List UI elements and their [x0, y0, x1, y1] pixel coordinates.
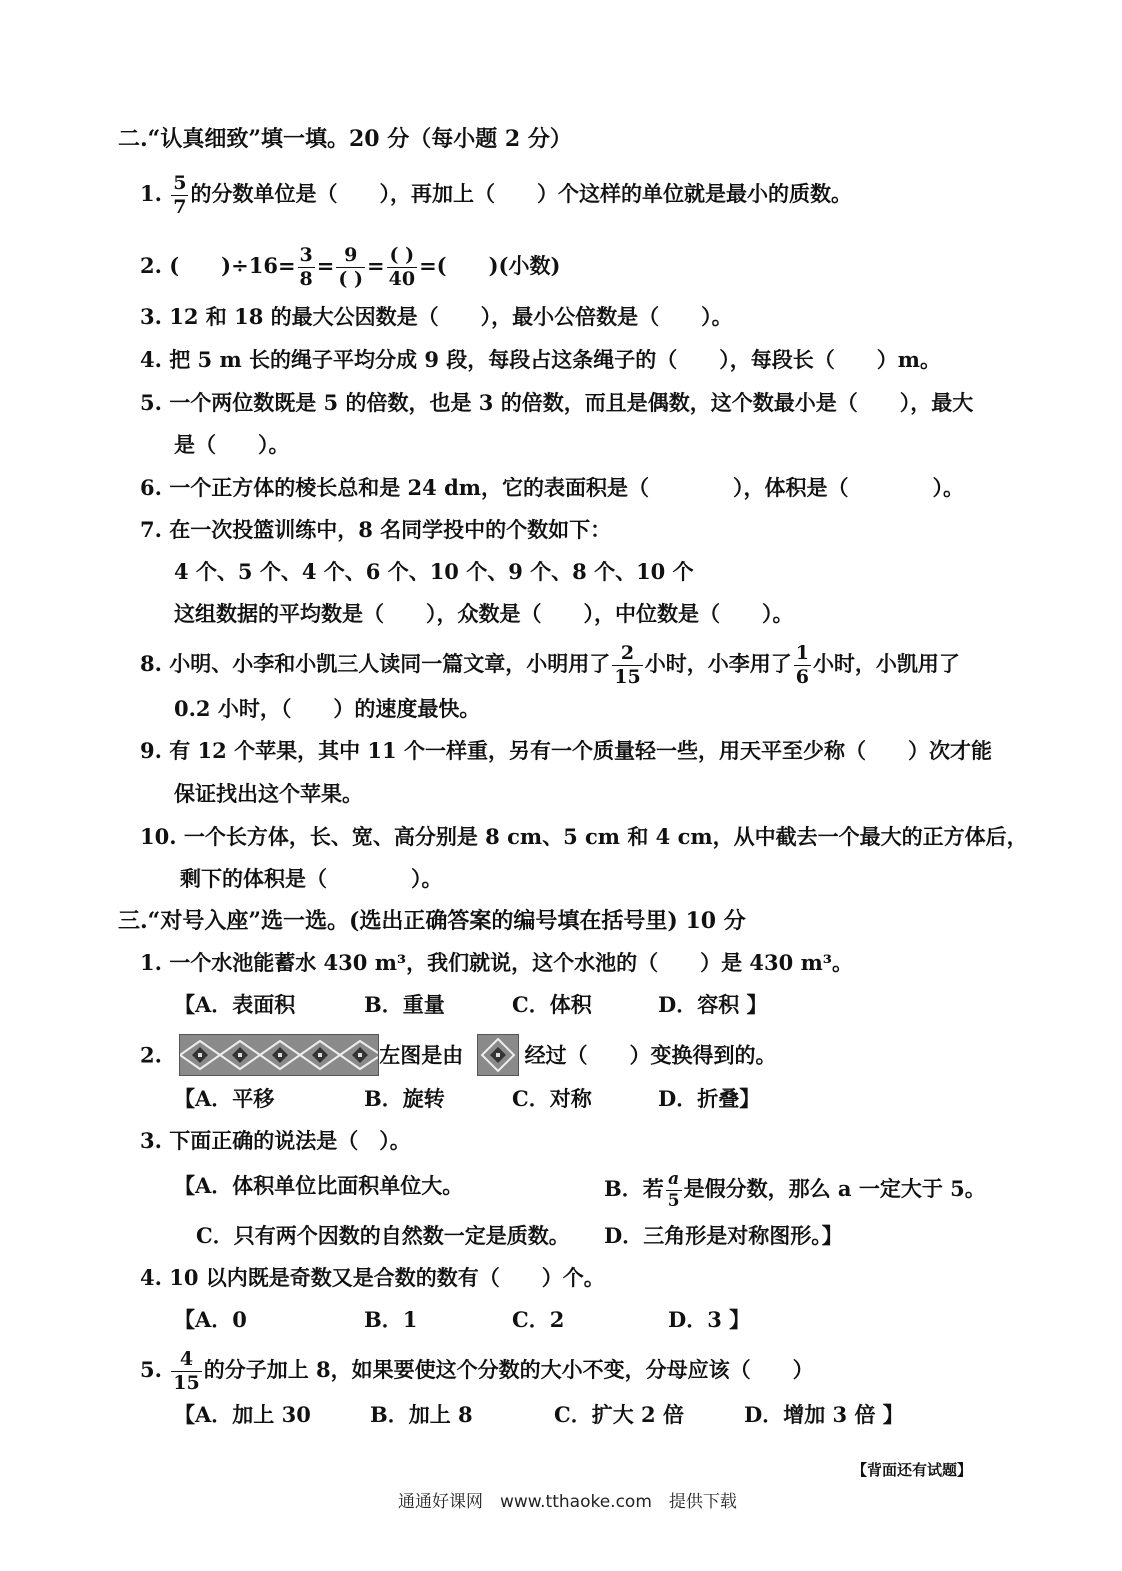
q3-3-option-d: D．三角形是对称图形。】	[604, 1223, 843, 1248]
fraction: $\frac{( )}{40}$	[388, 244, 416, 290]
q3-3-option-c: C．只有两个因数的自然数一定是质数。	[196, 1223, 570, 1248]
q2-2	[140, 246, 560, 289]
q2-6	[140, 473, 964, 503]
q-number: 2.	[140, 1042, 162, 1068]
q-text: 一个长方体，长、宽、高分别是 8 cm、5 cm 和 4 cm，从中截去一个最大的正方体后，	[183, 824, 1028, 849]
q-text: 小时，小李用了	[644, 651, 792, 676]
option-d: D．3 】	[668, 1307, 751, 1332]
fraction: $\frac{5}{7}$	[173, 172, 187, 218]
option-c: C．对称	[512, 1086, 592, 1111]
q-text: 一个两位数既是 5 的倍数，也是 3 的倍数，而且是偶数，这个数最小是（ ），最大	[169, 390, 974, 415]
back-page-note: 【背面还有试题】	[852, 1461, 973, 1479]
option-c: C．2	[512, 1307, 565, 1332]
q-text: 的分数单位是（ ），再加上（ ）个这样的单位就是最小的质数。	[190, 181, 852, 206]
q-text: 经过（ ）变换得到的。	[524, 1042, 777, 1068]
fraction: $\frac{1}{6}$	[795, 642, 809, 688]
q-number: 1.	[140, 950, 162, 975]
option-d: D．增加 3 倍 】	[744, 1402, 904, 1427]
option-a: 【A．0	[174, 1307, 247, 1332]
q2-8	[140, 644, 960, 687]
q-text: =( )(小数)	[419, 253, 561, 278]
q-number: 2.	[140, 253, 162, 278]
q-number: 9.	[140, 738, 162, 763]
q3-2	[140, 1036, 777, 1078]
q2-10	[140, 822, 1028, 852]
q-text: 有 12 个苹果，其中 11 个一样重，另有一个质量轻一些，用天平至少称（ ）次才能	[169, 738, 992, 763]
q3-3	[140, 1126, 411, 1156]
q-text: 一个水池能蓄水 430 m³，我们就说，这个水池的（ ）是 430 m³。	[169, 950, 853, 975]
q2-10-cont: 剩下的体积是（ ）。	[180, 866, 443, 891]
q-number: 6.	[140, 475, 162, 500]
footer-credit: 通通好课网 www.tthaoke.com 提供下载	[398, 1492, 737, 1512]
q-text: 小明、小李和小凯三人读同一篇文章，小明用了	[169, 651, 611, 676]
q2-4	[140, 345, 941, 375]
q-number: 4.	[140, 1265, 162, 1290]
equals: =	[316, 253, 335, 278]
q-number: 3.	[140, 1128, 162, 1153]
q3-5	[140, 1350, 814, 1393]
q-number: 7.	[140, 517, 162, 542]
equals: =	[367, 253, 385, 278]
option-c: C．扩大 2 倍	[554, 1402, 684, 1427]
q3-1	[140, 948, 853, 978]
q-text: 一个正方体的棱长总和是 24 dm，它的表面积是（ ），体积是（ ）。	[169, 475, 964, 500]
q3-4	[140, 1263, 605, 1293]
q-number: 3.	[140, 304, 162, 329]
q2-3	[140, 302, 733, 332]
fraction: $\frac{2}{15}$	[614, 642, 641, 688]
option-a: 【A．平移	[174, 1086, 275, 1111]
q-text: ( )÷16=	[169, 253, 296, 278]
option-a: 【A．加上 30	[174, 1402, 311, 1427]
pattern-strip-image	[179, 1034, 379, 1076]
option-d: D．折叠】	[658, 1086, 761, 1111]
q-text: 左图是由	[379, 1042, 464, 1068]
fraction: $\frac{3}{8}$	[299, 244, 313, 290]
q-number: 10.	[140, 824, 177, 849]
option-b: B．加上 8	[370, 1402, 473, 1427]
option-b: B．1	[364, 1307, 418, 1332]
q-text: 在一次投篮训练中，8 名同学投中的个数如下：	[169, 517, 612, 542]
section3-header: 三.“对号入座”选一选。(选出正确答案的编号填在括号里) 10 分	[118, 908, 746, 934]
q-text: 小时，小凯用了	[812, 651, 960, 676]
option-b: B．旋转	[364, 1086, 445, 1111]
q-text: 是假分数，那么 a 一定大于 5。	[683, 1176, 986, 1201]
option-a: 【A．表面积	[174, 992, 296, 1017]
q2-9	[140, 736, 992, 766]
q-text: B．若	[604, 1176, 664, 1201]
q2-7-ask: 这组数据的平均数是（ ），众数是（ ），中位数是（ ）。	[174, 601, 794, 626]
q-text: 10 以内既是奇数又是合数的数有（ ）个。	[169, 1265, 605, 1290]
q-number: 5.	[140, 1357, 162, 1382]
q2-7	[140, 515, 611, 545]
option-d: D．容积 】	[658, 992, 768, 1017]
q3-3-option-b	[604, 1171, 986, 1210]
q-number: 4.	[140, 347, 162, 372]
option-b: B．重量	[364, 992, 445, 1017]
q-text: 下面正确的说法是（ ）。	[169, 1128, 411, 1153]
q2-5	[140, 388, 973, 418]
q2-7-data: 4 个、5 个、4 个、6 个、10 个、9 个、8 个、10 个	[174, 559, 694, 584]
fraction: $\frac{a}{5}$	[667, 1169, 680, 1211]
q-text: 把 5 m 长的绳子平均分成 9 段，每段占这条绳子的（ ），每段长（ ）m。	[169, 347, 941, 372]
q-number: 1.	[140, 181, 162, 206]
q-text: 12 和 18 的最大公因数是（ ），最小公倍数是（ ）。	[169, 304, 733, 329]
fraction: $\frac{4}{15}$	[173, 1348, 200, 1394]
section2-header: 二.“认真细致”填一填。20 分（每小题 2 分）	[118, 126, 572, 152]
q2-1	[140, 174, 852, 217]
option-c: C．体积	[512, 992, 592, 1017]
pattern-unit-image	[477, 1034, 519, 1076]
fraction: $\frac{9}{( )}$	[338, 244, 363, 290]
q2-9-cont: 保证找出这个苹果。	[174, 781, 363, 806]
q-text: 的分子加上 8，如果要使这个分数的大小不变，分母应该（ ）	[203, 1357, 814, 1382]
q-number: 8.	[140, 651, 162, 676]
q-number: 5.	[140, 390, 162, 415]
q2-5-cont: 是（ ）。	[174, 432, 290, 457]
q2-8-cont: 0.2 小时，（ ）的速度最快。	[174, 696, 481, 721]
q3-3-option-a: 【A．体积单位比面积单位大。	[174, 1173, 464, 1198]
